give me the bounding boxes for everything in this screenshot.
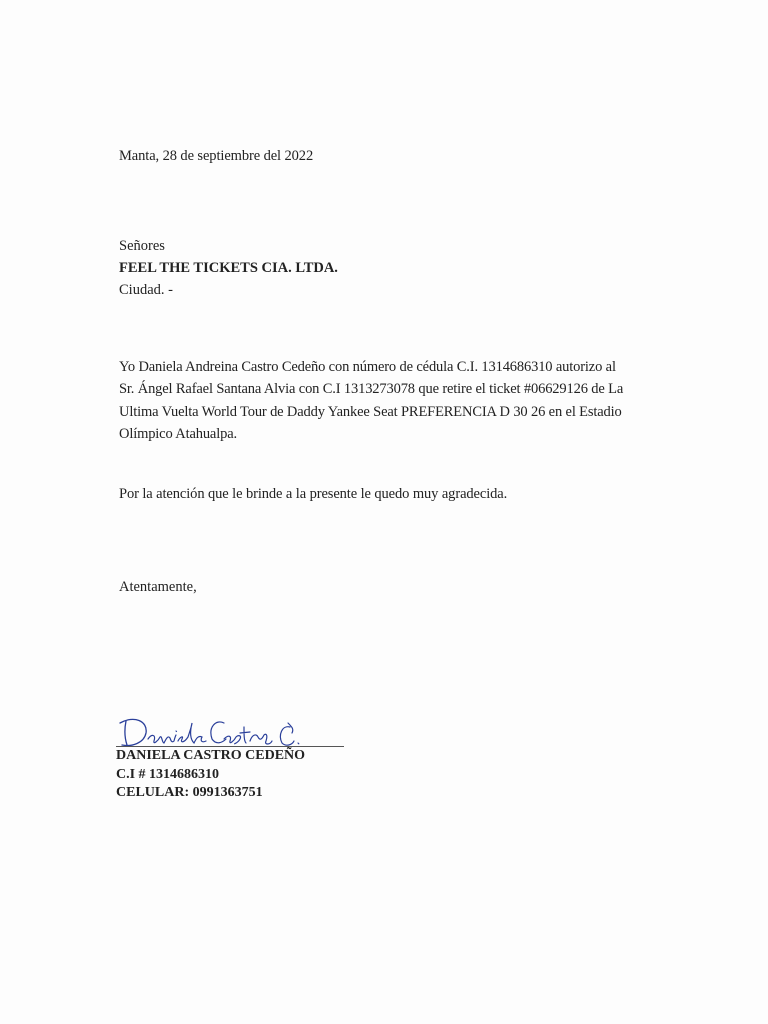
date-line: Manta, 28 de septiembre del 2022 xyxy=(119,148,314,164)
body-line: Yo Daniela Andreina Castro Cedeño con número de cédula C.I. 1314686310 autorizo al xyxy=(119,359,616,375)
signer-name: DANIELA CASTRO CEDEÑO xyxy=(116,748,306,763)
signer-phone: CELULAR: 0991363751 xyxy=(116,785,263,800)
city-line: Ciudad. - xyxy=(119,282,173,298)
closing-paragraph: Por la atención que le brinde a la presente le quedo muy agradecida. xyxy=(119,486,508,502)
body-line: Sr. Ángel Rafael Santana Alvia con C.I 1313273078 que retire el ticket #06629126 de La xyxy=(119,381,624,398)
signer-id: C.I # 1314686310 xyxy=(116,766,220,782)
company-name: FEEL THE TICKETS CIA. LTDA. xyxy=(119,260,338,276)
body-paragraph xyxy=(119,356,699,445)
body-line: Olímpico Atahualpa. xyxy=(119,425,237,442)
salutation: Señores xyxy=(119,238,165,254)
signer-block xyxy=(116,747,305,803)
addressee-block xyxy=(119,235,338,301)
valediction: Atentamente, xyxy=(119,579,197,595)
body-line: Ultima Vuelta World Tour de Daddy Yankee Seat PREFERENCIA D 30 26 en el Estadio xyxy=(119,403,622,420)
